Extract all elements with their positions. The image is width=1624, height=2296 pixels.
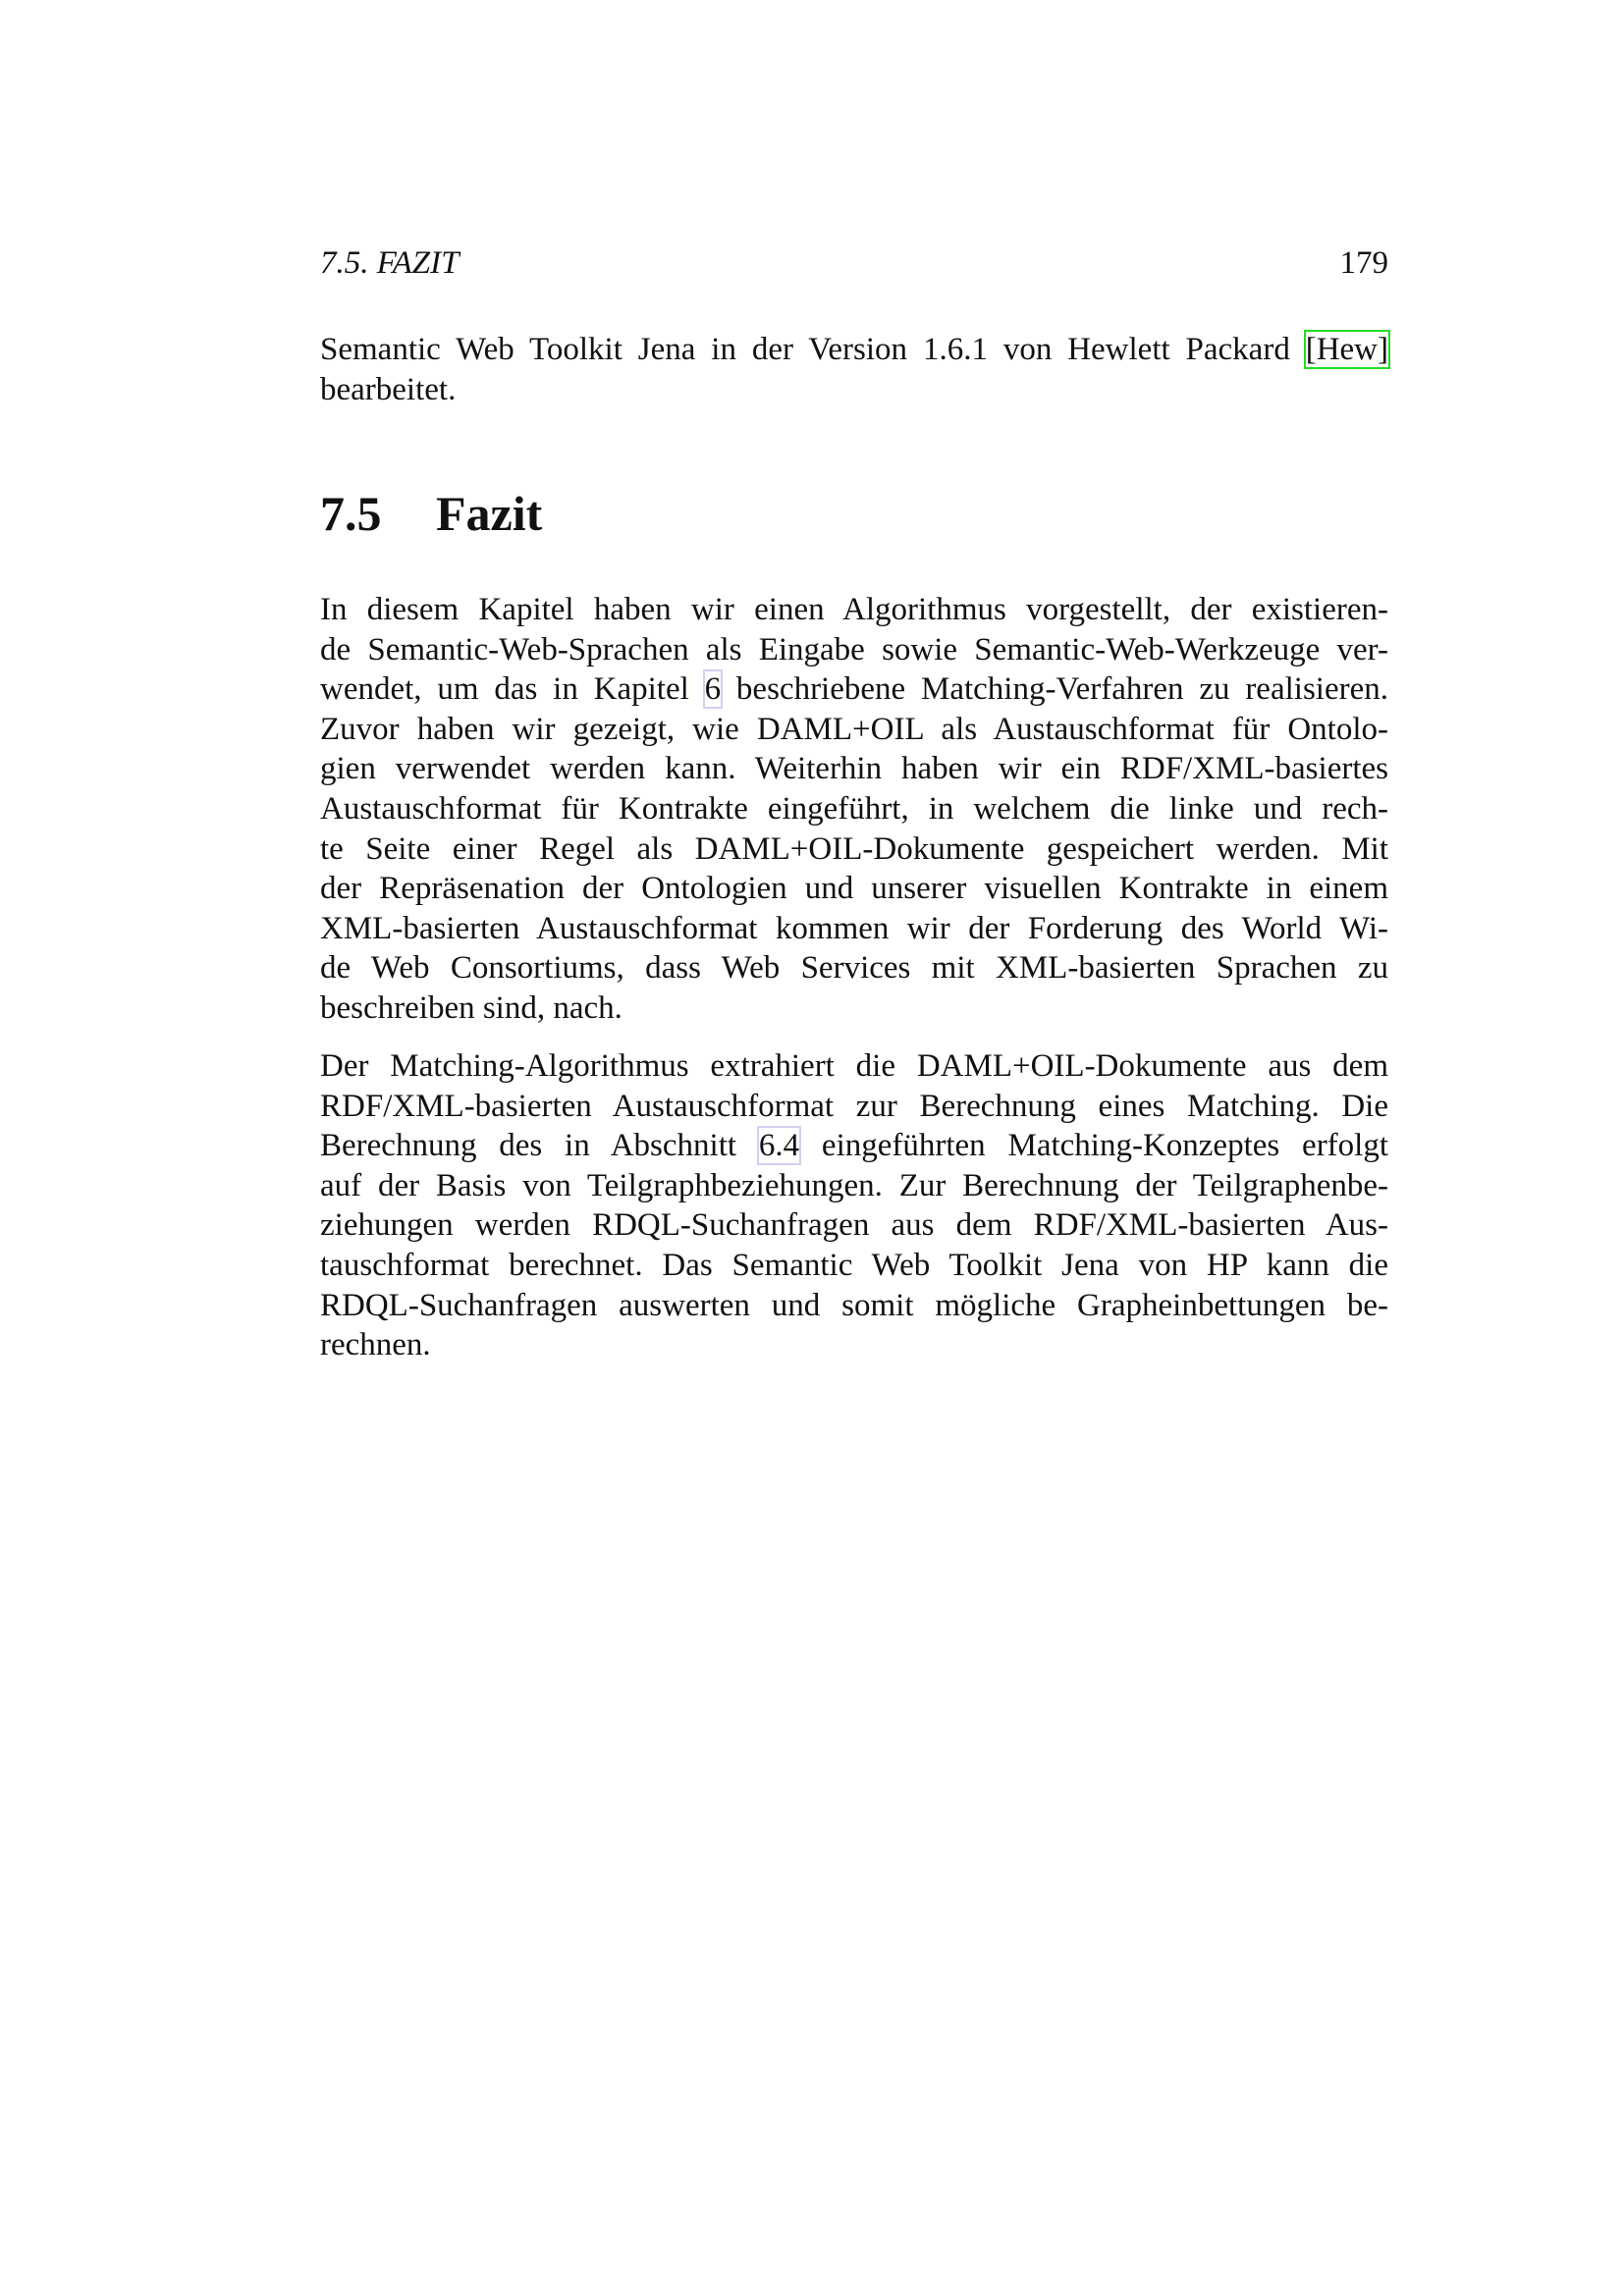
text-segment: ziehungen werden RDQL-Suchanfragen aus dem RDF/XML-basierten Aus- xyxy=(320,1207,1388,1244)
text-line xyxy=(320,330,1388,370)
text-segment: XML-basierten Austauschformat kommen wir der Forderung des World Wi- xyxy=(320,910,1388,946)
text-segment: wendet, um das in Kapitel xyxy=(320,671,705,708)
text-line xyxy=(320,1246,1388,1286)
text-line xyxy=(320,829,1388,870)
text-line xyxy=(320,1126,1388,1166)
text-segment: beschriebene Matching-Verfahren zu realisieren. xyxy=(721,671,1388,708)
text-line xyxy=(320,590,1388,630)
text-segment: rechnen. xyxy=(320,1327,431,1363)
text-line xyxy=(320,869,1388,909)
text-segment: Austauschformat für Kontrakte eingeführt, in welchem die linke und rech- xyxy=(320,790,1388,827)
text-line xyxy=(320,1325,1388,1365)
text-segment: RDF/XML-basierten Austauschformat zur Berechnung eines Matching. Die xyxy=(320,1088,1388,1124)
text-segment: de Semantic-Web-Sprachen als Eingabe sowie Semantic-Web-Werkzeuge ver- xyxy=(320,631,1388,667)
text-segment: de Web Consortiums, dass Web Services mit XML-basierten Sprachen zu xyxy=(320,950,1388,987)
text-segment: auf der Basis von Teilgraphbeziehungen. Zur Berechnung der Teilgraphenbe- xyxy=(320,1167,1388,1203)
text-line xyxy=(320,370,1388,410)
text-line xyxy=(320,1205,1388,1246)
text-segment: Semantic Web Toolkit Jena in der Version 1.6.1 von Hewlett Packard xyxy=(320,332,1306,367)
text-line xyxy=(320,948,1388,988)
text-line xyxy=(320,988,1388,1029)
section-number: 7.5 xyxy=(320,486,382,541)
text-segment: bearbeitet. xyxy=(320,371,457,407)
text-segment: In diesem Kapitel haben wir einen Algorithmus vorgestellt, der existieren- xyxy=(320,592,1388,627)
section-title: Fazit xyxy=(436,486,543,541)
text-segment: eingeführten Matching-Konzeptes erfolgt xyxy=(799,1128,1389,1164)
text-segment: te Seite einer Regel als DAML+OIL-Dokumente gespeichert werden. Mit xyxy=(320,830,1388,867)
section-heading xyxy=(320,486,542,541)
running-header-section: 7.5. FAZIT xyxy=(320,245,460,281)
citation-link[interactable]: [Hew] xyxy=(1305,332,1388,367)
intro-paragraph xyxy=(320,330,1388,409)
text-segment: Berechnung des in Abschnitt xyxy=(320,1128,759,1164)
text-segment: gien verwendet werden kann. Weiterhin haben wir ein RDF/XML-basiertes xyxy=(320,751,1388,787)
text-line xyxy=(320,669,1388,710)
page-number: 179 xyxy=(1339,245,1388,281)
text-line xyxy=(320,1046,1388,1087)
text-line xyxy=(320,749,1388,789)
text-segment: der Repräsenation der Ontologien und unserer visuellen Kontrakte in einem xyxy=(320,871,1388,907)
text-line xyxy=(320,789,1388,829)
text-segment: Zuvor haben wir gezeigt, wie DAML+OIL als Austauschformat für Ontolo- xyxy=(320,711,1388,747)
text-segment: beschreiben sind, nach. xyxy=(320,989,623,1026)
text-line xyxy=(320,909,1388,949)
cross-reference-link[interactable]: 6 xyxy=(704,671,722,708)
text-segment: RDQL-Suchanfragen auswerten und somit mögliche Grapheinbettungen be- xyxy=(320,1287,1388,1323)
paragraph-1 xyxy=(320,590,1388,1029)
text-line xyxy=(320,630,1388,670)
text-line xyxy=(320,1286,1388,1326)
text-line xyxy=(320,710,1388,750)
text-segment: Der Matching-Algorithmus extrahiert die DAML+OIL-Dokumente aus dem xyxy=(320,1048,1388,1084)
text-segment: tauschformat berechnet. Das Semantic Web Toolkit Jena von HP kann die xyxy=(320,1247,1388,1283)
text-line xyxy=(320,1166,1388,1206)
text-line xyxy=(320,1087,1388,1127)
paragraph-2 xyxy=(320,1046,1388,1365)
cross-reference-link[interactable]: 6.4 xyxy=(758,1128,800,1164)
